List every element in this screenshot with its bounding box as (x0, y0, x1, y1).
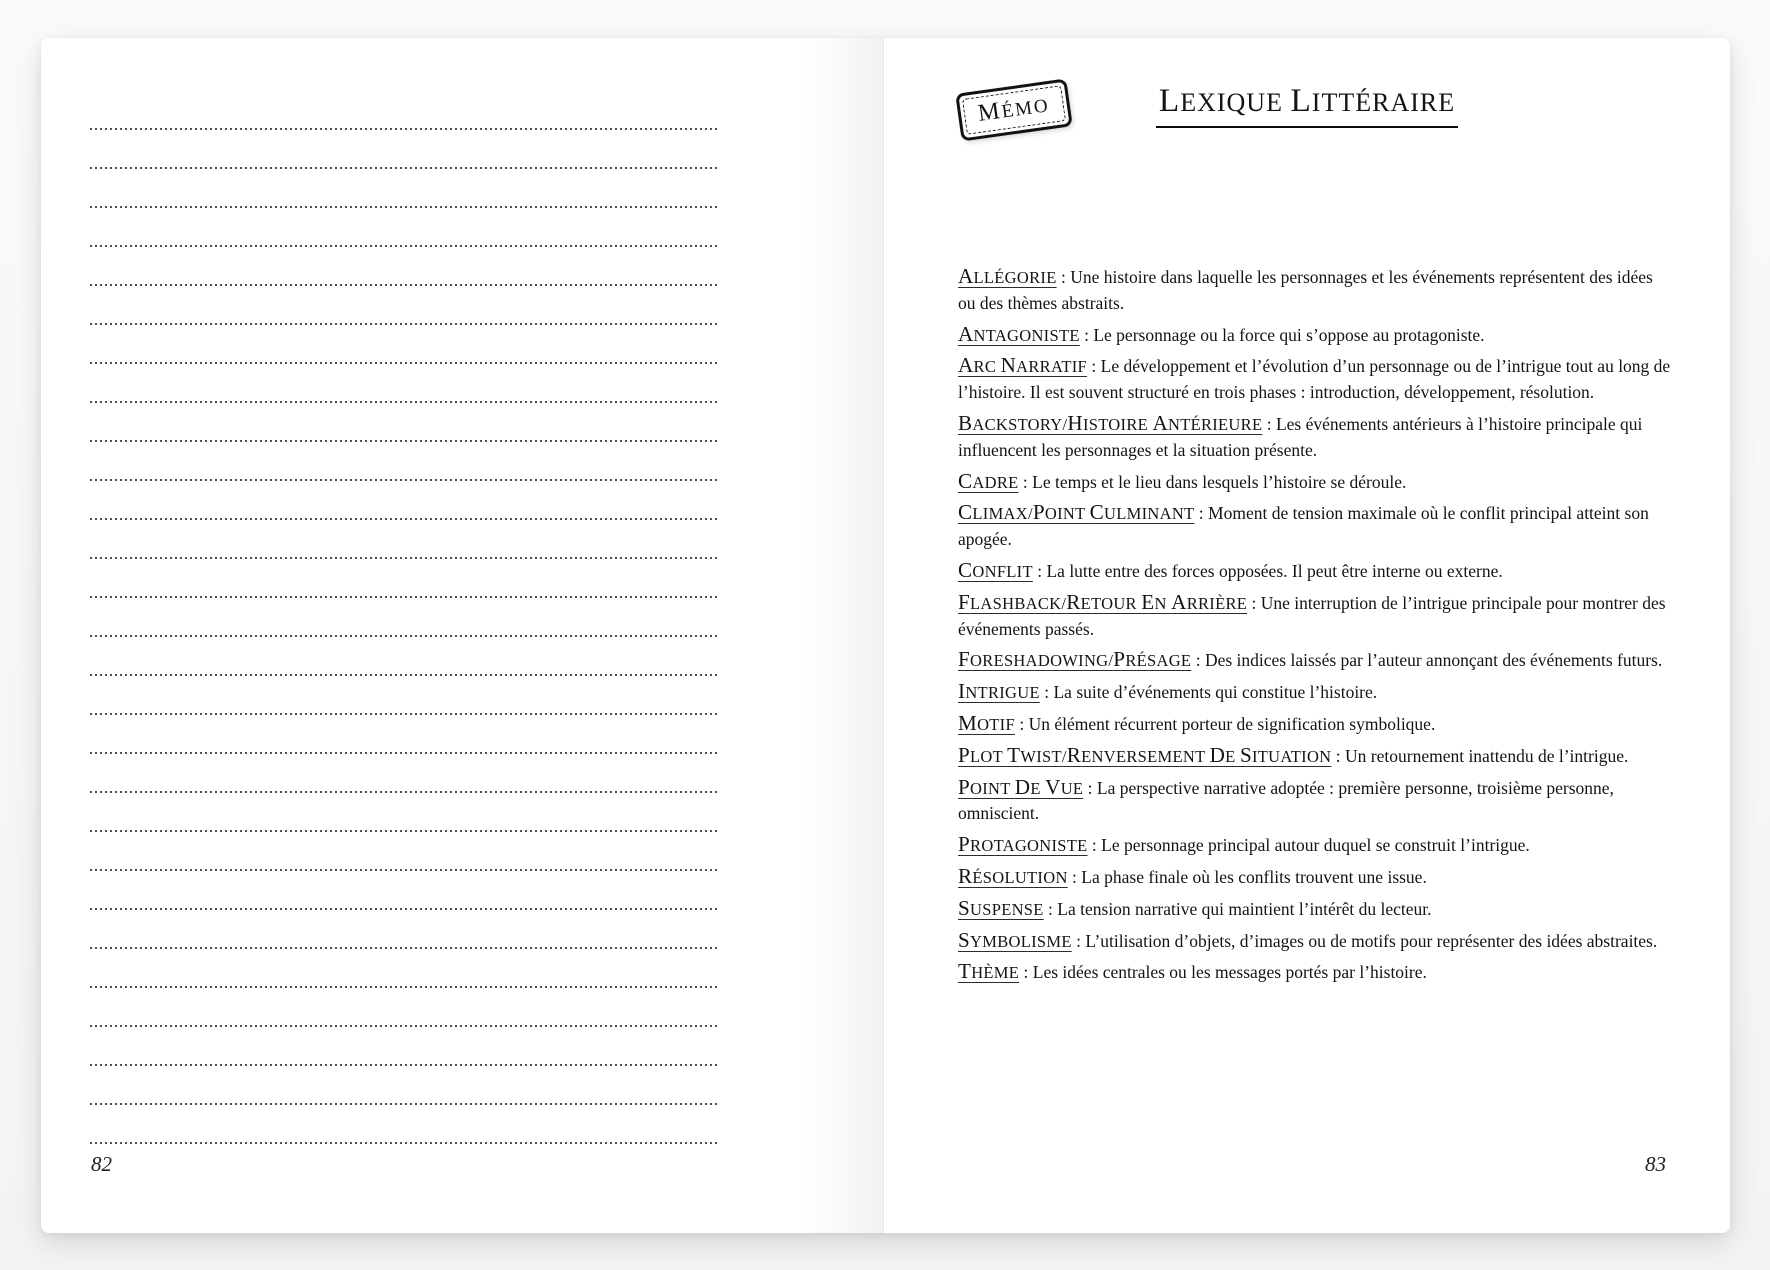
glossary-term: FORESHADOWING/PRÉSAGE (958, 647, 1192, 672)
term-separator: : (1331, 745, 1346, 766)
glossary-entry (958, 469, 1673, 496)
ruled-line (90, 479, 720, 481)
page-title: LEXIQUE LITTÉRAIRE (1156, 82, 1458, 128)
ruled-line (90, 362, 720, 364)
glossary-entry (958, 322, 1673, 349)
ruled-line (90, 245, 720, 247)
glossary-term: POINT DE VUE (958, 774, 1084, 799)
ruled-line (90, 713, 720, 715)
glossary-definition: Le personnage ou la force qui s’oppose au protagoniste. (1093, 324, 1485, 345)
ruled-line (90, 518, 720, 520)
glossary-entry (958, 679, 1673, 706)
glossary-entry (958, 775, 1673, 828)
term-separator: : (1067, 866, 1082, 887)
glossary-entry (958, 896, 1673, 923)
lexicon-page (883, 38, 1730, 1233)
glossary-definition: La tension narrative qui maintient l’intérêt du lecteur. (1057, 898, 1432, 919)
glossary-entry (958, 500, 1673, 553)
term-separator: : (1019, 962, 1033, 983)
term-separator: : (1014, 713, 1029, 734)
ruled-line (90, 908, 720, 910)
glossary-definition: La lutte entre des forces opposées. Il peut être interne ou externe. (1046, 560, 1503, 581)
glossary-term: CLIMAX/POINT CULMINANT (958, 500, 1195, 525)
term-separator: : (1083, 777, 1097, 798)
glossary-definition: Moment de tension maximale où le conflit principal atteint son apogée. (958, 503, 1649, 550)
glossary-term: ALLÉGORIE (958, 264, 1057, 288)
ruled-line (90, 1064, 720, 1066)
ruled-line (90, 1025, 720, 1027)
glossary-definition: La phase finale où les conflits trouvent une issue. (1081, 866, 1427, 887)
glossary-term: SUSPENSE (958, 895, 1044, 920)
ruled-line (90, 128, 720, 130)
glossary-definition: Une histoire dans laquelle les personnages et les événements représentent des idées ou des thèmes abstraits. (958, 267, 1653, 313)
notes-page (41, 38, 883, 1233)
glossary-definition: La suite d’événements qui constitue l’histoire. (1053, 682, 1378, 703)
term-separator: : (1056, 267, 1071, 287)
glossary-term: INTRIGUE (958, 679, 1040, 704)
glossary-term: RÉSOLUTION (958, 863, 1068, 888)
ruled-line (90, 401, 720, 403)
ruled-lines (90, 128, 720, 1144)
glossary-list (958, 264, 1673, 991)
glossary-definition: Un retournement inattendu de l’intrigue. (1345, 745, 1629, 766)
glossary-definition: Le développement et l’évolution d’un personnage ou de l’intrigue tout au long de l’histoire. Il est souvent structuré en trois phases : introduction, développement, résolution. (958, 356, 1671, 403)
glossary-term: PROTAGONISTE (958, 832, 1088, 857)
ruled-line (90, 440, 720, 442)
glossary-definition: Des indices laissés par l’auteur annonçant des événements futurs. (1204, 650, 1663, 671)
glossary-term: BACKSTORY/HISTOIRE ANTÉRIEURE (958, 410, 1263, 435)
term-separator: : (1262, 413, 1276, 434)
glossary-definition: Une interruption de l’intrigue principale pour montrer des événements passés. (958, 592, 1666, 639)
glossary-entry (958, 353, 1673, 406)
book-spread (41, 38, 1730, 1233)
glossary-entry (958, 832, 1673, 859)
glossary-definition: Le temps et le lieu dans lesquels l’histoire se déroule. (1032, 471, 1407, 492)
glossary-term: CADRE (958, 468, 1019, 493)
ruled-line (90, 986, 720, 988)
term-separator: : (1191, 650, 1205, 671)
glossary-term: ANTAGONISTE (958, 321, 1080, 346)
ruled-line (90, 206, 720, 208)
glossary-term: SYMBOLISME (958, 927, 1072, 952)
glossary-definition: La perspective narrative adoptée : première personne, troisième personne, omniscient. (958, 777, 1614, 824)
term-separator: : (1039, 682, 1054, 703)
ruled-line (90, 284, 720, 286)
glossary-term: PLOT TWIST/RENVERSEMENT DE SITUATION (958, 742, 1332, 767)
glossary-definition: Le personnage principal autour duquel se construit l’intrigue. (1101, 835, 1530, 856)
glossary-entry (958, 264, 1673, 317)
glossary-entry (958, 647, 1673, 674)
glossary-entry (958, 928, 1673, 955)
term-separator: : (1032, 560, 1047, 581)
glossary-entry (958, 743, 1673, 770)
term-separator: : (1247, 592, 1261, 613)
term-separator: : (1194, 503, 1209, 524)
term-separator: : (1071, 930, 1086, 951)
glossary-definition: L’utilisation d’objets, d’images ou de motifs pour représenter des idées abstraites. (1085, 930, 1658, 951)
glossary-definition: Les idées centrales ou les messages portés par l’histoire. (1032, 962, 1427, 983)
glossary-term: MOTIF (958, 710, 1015, 735)
page-number-right: 83 (1645, 1152, 1666, 1176)
glossary-term: FLASHBACK/RETOUR EN ARRIÈRE (958, 589, 1248, 614)
term-separator: : (1043, 898, 1058, 919)
glossary-entry (958, 959, 1673, 986)
glossary-term: ARC NARRATIF (958, 353, 1088, 378)
ruled-line (90, 596, 720, 598)
ruled-line (90, 557, 720, 559)
glossary-definition: Un élément récurrent porteur de signification symbolique. (1028, 713, 1436, 734)
glossary-term: THÈME (958, 959, 1020, 984)
ruled-line (90, 323, 720, 325)
ruled-line (90, 674, 720, 676)
ruled-line (90, 947, 720, 949)
term-separator: : (1087, 835, 1102, 856)
ruled-line (90, 869, 720, 871)
ruled-line (90, 830, 720, 832)
ruled-line (90, 791, 720, 793)
glossary-term: CONFLIT (958, 557, 1033, 582)
glossary-entry (958, 711, 1673, 738)
ruled-line (90, 1142, 720, 1144)
term-separator: : (1079, 324, 1094, 345)
term-separator: : (1087, 356, 1101, 377)
term-separator: : (1018, 471, 1033, 492)
memo-stamp-label: MÉMO (962, 85, 1066, 135)
ruled-line (90, 167, 720, 169)
glossary-entry (958, 411, 1673, 464)
title-row (884, 82, 1730, 128)
page-number-left: 82 (91, 1152, 112, 1176)
glossary-entry (958, 558, 1673, 585)
ruled-line (90, 635, 720, 637)
glossary-entry (958, 864, 1673, 891)
ruled-line (90, 752, 720, 754)
glossary-entry (958, 590, 1673, 643)
glossary-definition: Les événements antérieurs à l’histoire principale qui influencent les personnages et la situation présente. (958, 413, 1643, 460)
ruled-line (90, 1103, 720, 1105)
